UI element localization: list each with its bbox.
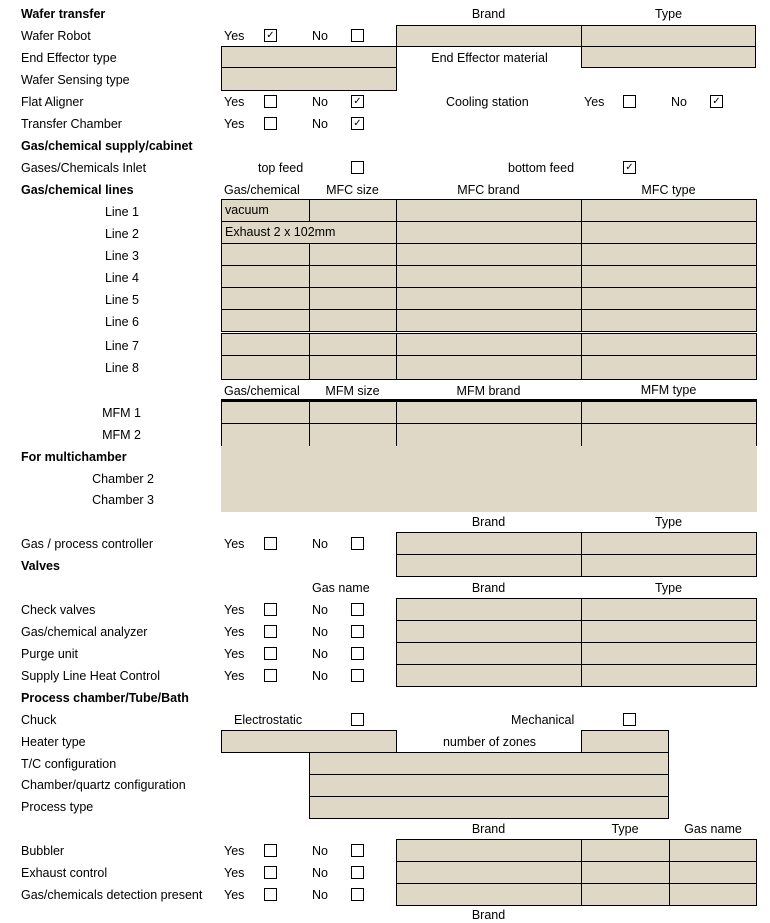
gas-line-size-field[interactable] (309, 243, 397, 266)
gas-line-gas-field[interactable]: vacuum (221, 199, 397, 222)
flat-aligner-no-label: No (312, 95, 328, 109)
mfm-gas-field[interactable] (221, 423, 310, 448)
gas-line-brand-field[interactable] (396, 199, 582, 222)
exhaust-control-yes-checkbox[interactable] (264, 866, 277, 879)
multichamber-field[interactable] (221, 446, 757, 512)
detection-gas-name-field[interactable] (669, 883, 757, 906)
end-effector-material-field[interactable] (581, 46, 756, 68)
gas-line-brand-field[interactable] (396, 287, 582, 310)
electrostatic-label: Electrostatic (234, 713, 303, 727)
gas-line-gas-field[interactable] (221, 287, 310, 310)
check-valves-no-checkbox[interactable] (351, 603, 364, 616)
wafer-robot-brand-field[interactable] (396, 25, 582, 47)
transfer-chamber-no-label: No (312, 117, 328, 131)
type-header: Type (654, 7, 683, 21)
gas-line-gas-field[interactable]: Exhaust 2 x 102mm (221, 221, 397, 244)
gas-analyzer-yes-label: Yes (224, 625, 245, 639)
mfm-header-gas: Gas/chemical (224, 384, 300, 398)
bottom-feed-label: bottom feed (508, 161, 575, 175)
gas-line-size-field[interactable] (309, 355, 397, 380)
check-valves-type-field[interactable] (581, 598, 757, 621)
heat-control-no-checkbox[interactable] (351, 669, 364, 682)
controller-type-header: Type (654, 515, 683, 529)
gas-line-type-field[interactable] (581, 265, 757, 288)
gas-line-gas-field[interactable] (221, 243, 310, 266)
gas-controller-label: Gas / process controller (21, 537, 153, 551)
flat-aligner-label: Flat Aligner (21, 95, 84, 109)
gas-line-type-field[interactable] (581, 243, 757, 266)
wafer-robot-yes-label: Yes (224, 29, 245, 43)
gas-line-gas-field[interactable] (221, 309, 310, 332)
check-valves-brand-field[interactable] (396, 598, 582, 621)
mechanical-checkbox[interactable] (623, 713, 636, 726)
purge-unit-yes-label: Yes (224, 647, 245, 661)
wafer-robot-yes-checkbox[interactable]: ✓ (264, 29, 277, 42)
valves-type-header: Type (654, 581, 683, 595)
heat-control-label: Supply Line Heat Control (21, 669, 160, 683)
gas-analyzer-yes-checkbox[interactable] (264, 625, 277, 638)
gas-line-label: Line 7 (104, 339, 139, 353)
analyzer-type-field[interactable] (581, 620, 757, 643)
gas-controller-yes-label: Yes (224, 537, 245, 551)
valves-brand-header: Brand (471, 581, 506, 595)
heat-brand-field[interactable] (396, 664, 582, 687)
cooling-no-checkbox[interactable]: ✓ (710, 95, 723, 108)
chamber-config-field[interactable] (309, 774, 669, 797)
gas-line-label: Line 5 (104, 293, 139, 307)
gas-line-brand-field[interactable] (396, 243, 582, 266)
mfm-gas-field[interactable] (221, 401, 310, 424)
process-type-label: Process type (21, 800, 94, 814)
exhaust-control-label: Exhaust control (21, 866, 108, 880)
bottom-type-header: Type (611, 822, 639, 836)
mfm-size-field[interactable] (309, 423, 397, 448)
transfer-chamber-label: Transfer Chamber (21, 117, 122, 131)
exhaust-control-yes-label: Yes (224, 866, 245, 880)
gas-line-type-field[interactable] (581, 199, 757, 222)
cooling-yes-label: Yes (584, 95, 605, 109)
detection-type-field[interactable] (581, 883, 670, 906)
heater-type-field[interactable] (221, 730, 397, 753)
purge-type-field[interactable] (581, 642, 757, 665)
gas-line-brand-field[interactable] (396, 309, 582, 332)
gas-line-label: Line 8 (104, 361, 139, 375)
mfm-header-brand: MFM brand (456, 384, 521, 398)
heat-control-no-label: No (312, 669, 328, 683)
section-title-wafer-transfer: Wafer transfer (21, 7, 106, 21)
bottom-gas-name-header: Gas name (684, 822, 742, 836)
exhaust-brand-field[interactable] (396, 861, 582, 884)
bubbler-no-label: No (312, 844, 328, 858)
heater-type-label: Heater type (21, 735, 86, 749)
gas-line-type-field[interactable] (581, 221, 757, 244)
check-valves-no-label: No (312, 603, 328, 617)
bubbler-type-field[interactable] (581, 839, 670, 862)
detection-no-label: No (312, 888, 328, 902)
valves-gas-name-header: Gas name (312, 581, 370, 595)
mfm-type-field[interactable] (581, 401, 757, 424)
transfer-chamber-yes-checkbox[interactable] (264, 117, 277, 130)
controller-brand-header: Brand (471, 515, 506, 529)
check-valves-yes-label: Yes (224, 603, 245, 617)
gas-line-size-field[interactable] (309, 265, 397, 288)
gas-line-label: Line 4 (104, 271, 139, 285)
brand-header: Brand (471, 7, 506, 21)
wafer-robot-label: Wafer Robot (21, 29, 91, 43)
chamber-3-label: Chamber 3 (92, 493, 154, 507)
mfm-brand-field[interactable] (396, 401, 582, 424)
detection-yes-label: Yes (224, 888, 245, 902)
bubbler-yes-checkbox[interactable] (264, 844, 277, 857)
chuck-label: Chuck (21, 713, 57, 727)
end-effector-type-field[interactable] (221, 46, 397, 68)
valves-type-field[interactable] (581, 554, 757, 577)
end-effector-type-label: End Effector type (21, 51, 117, 65)
heat-control-yes-checkbox[interactable] (264, 669, 277, 682)
wafer-robot-no-label: No (312, 29, 328, 43)
process-type-field[interactable] (309, 796, 669, 819)
gas-analyzer-label: Gas/chemical analyzer (21, 625, 148, 639)
purge-brand-field[interactable] (396, 642, 582, 665)
bubbler-no-checkbox[interactable] (351, 844, 364, 857)
bubbler-yes-label: Yes (224, 844, 245, 858)
gas-line-label: Line 3 (104, 249, 139, 263)
bubbler-label: Bubbler (21, 844, 65, 858)
tc-config-field[interactable] (309, 752, 669, 775)
bottom-feed-checkbox[interactable]: ✓ (623, 161, 636, 174)
gas-line-size-field[interactable] (309, 309, 397, 332)
gas-line-label: Line 6 (104, 315, 139, 329)
gas-line-type-field[interactable] (581, 309, 757, 332)
gas-controller-no-label: No (312, 537, 328, 551)
chamber-config-label: Chamber/quartz configuration (21, 778, 186, 792)
gas-line-size-field[interactable] (309, 199, 397, 222)
transfer-chamber-no-checkbox[interactable]: ✓ (351, 117, 364, 130)
purge-unit-no-label: No (312, 647, 328, 661)
number-of-zones-field[interactable] (581, 730, 669, 753)
mfm-label: MFM 2 (102, 428, 141, 442)
gas-controller-yes-checkbox[interactable] (264, 537, 277, 550)
check-valves-yes-checkbox[interactable] (264, 603, 277, 616)
gas-line-type-field[interactable] (581, 355, 757, 380)
gas-line-type-field[interactable] (581, 287, 757, 310)
section-title-gas-supply: Gas/chemical supply/cabinet (21, 139, 193, 153)
mfm-label: MFM 1 (102, 406, 141, 420)
check-valves-label: Check valves (21, 603, 96, 617)
controller-brand-field[interactable] (396, 532, 582, 555)
gas-inlet-label: Gases/Chemicals Inlet (21, 161, 147, 175)
analyzer-brand-field[interactable] (396, 620, 582, 643)
chamber-2-label: Chamber 2 (92, 472, 154, 486)
gas-line-label: Line 1 (104, 205, 139, 219)
number-of-zones-label: number of zones (442, 735, 537, 749)
flat-aligner-yes-checkbox[interactable] (264, 95, 277, 108)
mfc-header-type: MFC type (641, 183, 696, 197)
mfm-type-field[interactable] (581, 423, 757, 448)
wafer-sensing-type-field[interactable] (221, 67, 397, 91)
detection-label: Gas/chemicals detection present (21, 888, 203, 902)
valves-brand-field[interactable] (396, 554, 582, 577)
cooling-station-label: Cooling station (446, 95, 529, 109)
top-feed-label: top feed (258, 161, 304, 175)
cutoff-brand-header: Brand (471, 908, 506, 922)
gas-line-gas-field[interactable] (221, 355, 310, 380)
mechanical-label: Mechanical (511, 713, 575, 727)
flat-aligner-no-checkbox[interactable]: ✓ (351, 95, 364, 108)
exhaust-type-field[interactable] (581, 861, 670, 884)
mfm-brand-field[interactable] (396, 423, 582, 448)
exhaust-control-no-label: No (312, 866, 328, 880)
mfc-header-gas: Gas/chemical (224, 183, 300, 197)
tc-config-label: T/C configuration (21, 757, 117, 771)
mfc-header-brand: MFC brand (457, 183, 520, 197)
wafer-robot-type-field[interactable] (581, 25, 756, 47)
wafer-sensing-type-label: Wafer Sensing type (21, 73, 130, 87)
purge-unit-label: Purge unit (21, 647, 78, 661)
purge-unit-yes-checkbox[interactable] (264, 647, 277, 660)
mfm-header-size: MFM size (325, 384, 380, 398)
mfm-size-field[interactable] (309, 401, 397, 424)
gas-line-brand-field[interactable] (396, 355, 582, 380)
controller-type-field[interactable] (581, 532, 757, 555)
electrostatic-checkbox[interactable] (351, 713, 364, 726)
section-title-valves: Valves (21, 559, 60, 573)
wafer-robot-no-checkbox[interactable] (351, 29, 364, 42)
exhaust-control-no-checkbox[interactable] (351, 866, 364, 879)
gas-line-size-field[interactable] (309, 287, 397, 310)
gas-line-label: Line 2 (104, 227, 139, 241)
top-feed-checkbox[interactable] (351, 161, 364, 174)
bubbler-gas-name-field[interactable] (669, 839, 757, 862)
detection-brand-field[interactable] (396, 883, 582, 906)
flat-aligner-yes-label: Yes (224, 95, 245, 109)
section-title-process-chamber: Process chamber/Tube/Bath (21, 691, 189, 705)
purge-unit-no-checkbox[interactable] (351, 647, 364, 660)
gas-analyzer-no-label: No (312, 625, 328, 639)
cooling-no-label: No (671, 95, 687, 109)
transfer-chamber-yes-label: Yes (224, 117, 245, 131)
mfm-header-type: MFM type (640, 383, 697, 397)
gas-analyzer-no-checkbox[interactable] (351, 625, 364, 638)
gas-controller-no-checkbox[interactable] (351, 537, 364, 550)
detection-yes-checkbox[interactable] (264, 888, 277, 901)
cooling-yes-checkbox[interactable] (623, 95, 636, 108)
gas-line-gas-field[interactable] (221, 265, 310, 288)
heat-control-yes-label: Yes (224, 669, 245, 683)
section-title-multichamber: For multichamber (21, 450, 127, 464)
gas-line-brand-field[interactable] (396, 221, 582, 244)
detection-no-checkbox[interactable] (351, 888, 364, 901)
exhaust-gas-name-field[interactable] (669, 861, 757, 884)
end-effector-material-label: End Effector material (431, 51, 548, 65)
mfc-header-size: MFC size (326, 183, 379, 197)
gas-line-brand-field[interactable] (396, 265, 582, 288)
section-title-gas-lines: Gas/chemical lines (21, 183, 134, 197)
bubbler-brand-field[interactable] (396, 839, 582, 862)
heat-type-field[interactable] (581, 664, 757, 687)
bottom-brand-header: Brand (471, 822, 506, 836)
